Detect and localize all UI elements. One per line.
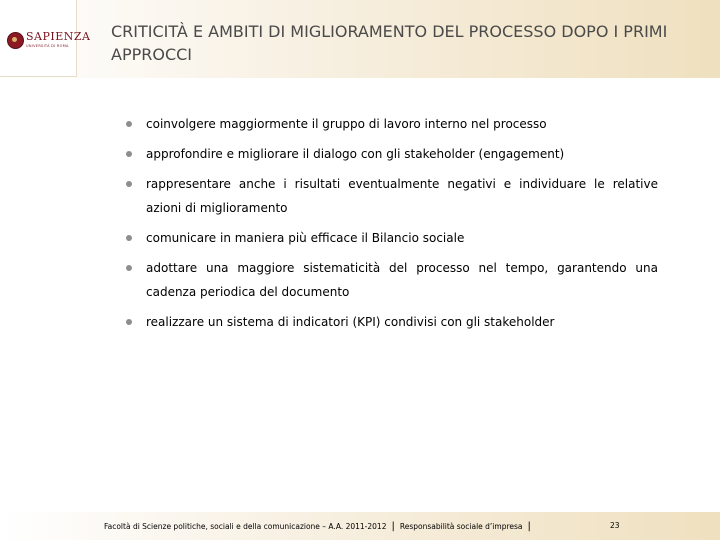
bullet-text: adottare una maggiore sistematicità del processo nel tempo, garantendo una cadenza periodica del documento [146,261,658,299]
bullet-text: rappresentare anche i risultati eventualmente negativi e individuare le relative azioni di miglioramento [146,177,658,215]
university-logo [0,0,91,77]
logo-text: SAPIENZA [26,30,91,43]
bullet-icon [126,319,132,325]
footer-subject: Responsabilità sociale d’impresa [399,522,523,531]
bullet-text: approfondire e migliorare il dialogo con gli stakeholder (engagement) [146,147,565,161]
bullet-icon [126,121,132,127]
list-item [124,172,658,220]
list-item [124,226,658,250]
bullet-text: realizzare un sistema di indicatori (KPI) condivisi con gli stakeholder [146,315,555,329]
bullet-icon [126,181,132,187]
footer-separator-end: | [527,521,531,532]
bullet-icon [126,265,132,271]
slide-title: CRITICITÀ E AMBITI DI MIGLIORAMENTO DEL PROCESSO DOPO I PRIMI APPROCCI [111,22,668,64]
page-number: 23 [610,521,620,530]
footer-band [0,512,720,540]
footer-separator: | [391,521,395,532]
bullet-text: coinvolgere maggiormente il gruppo di lavoro interno nel processo [146,117,547,131]
list-item [124,142,658,166]
bullet-icon [126,151,132,157]
logo-subtext: UNIVERSITÀ DI ROMA [26,44,69,48]
header-band [0,0,720,78]
footer-course: Facoltà di Scienze politiche, sociali e della comunicazione – A.A. 2011-2012 [104,522,387,531]
list-item [124,310,658,334]
list-item [124,112,658,136]
footer-text [104,521,536,532]
bullet-text: comunicare in maniera più efficace il Bilancio sociale [146,231,465,245]
bullet-list [124,112,658,340]
list-item [124,256,658,304]
bullet-icon [126,235,132,241]
seal-icon [7,32,24,49]
